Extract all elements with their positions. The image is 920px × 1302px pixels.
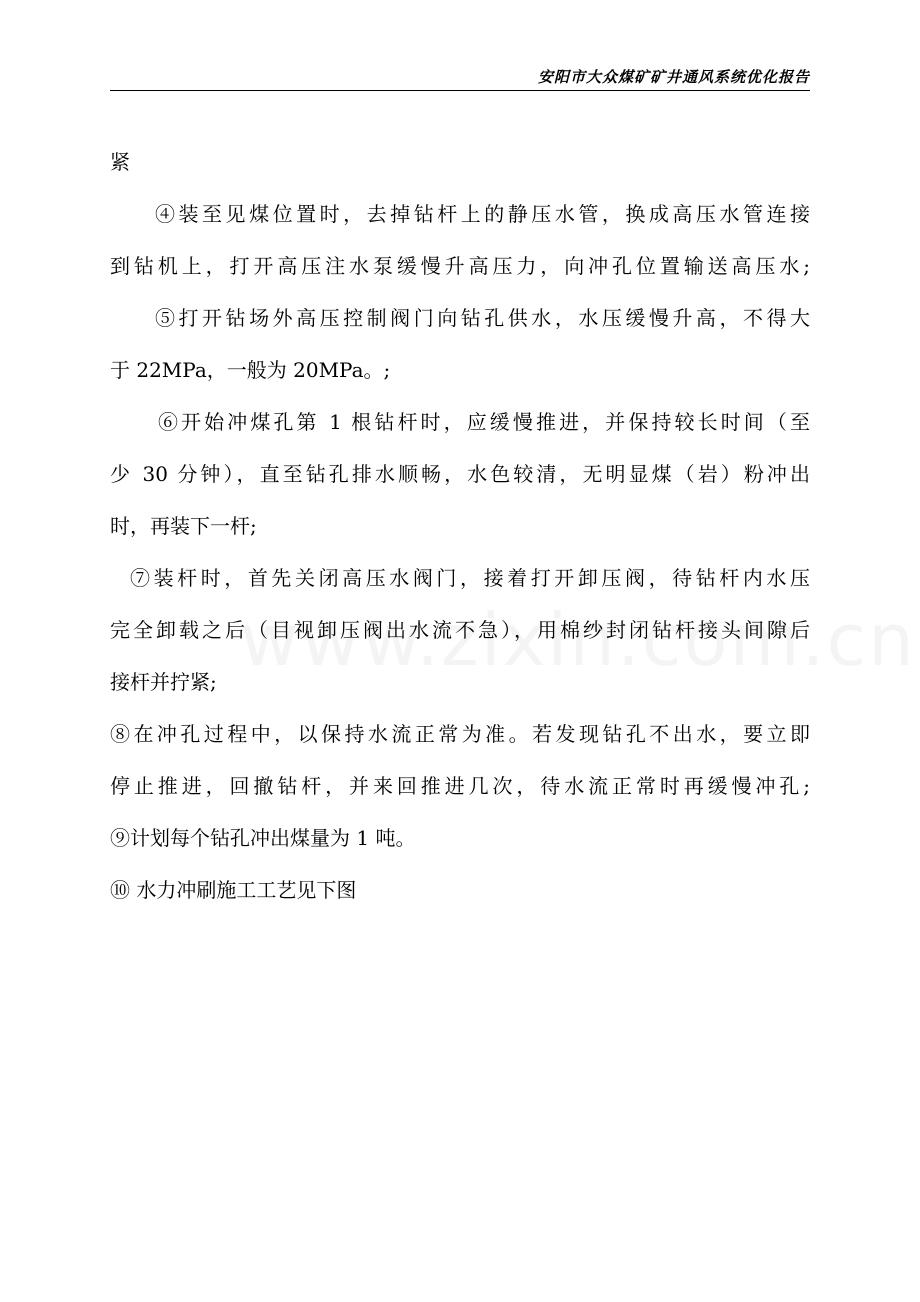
step-10-line: ⑩ 水力冲刷施工工艺见下图 xyxy=(110,878,357,902)
step-7-line-2: 完全卸载之后（目视卸压阀出水流不急），用棉纱封闭钻杆接头间隙后 xyxy=(110,618,810,642)
document-body xyxy=(110,140,810,920)
page-header xyxy=(110,64,810,91)
step-7-line-1: ⑦装杆时，首先关闭高压水阀门，接着打开卸压阀，待钻杆内水压 xyxy=(130,566,810,590)
step-6-line-2: 少 30 分钟），直至钻孔排水顺畅，水色较清，无明显煤（岩）粉冲出 xyxy=(110,462,810,486)
step-4-line-2: 到钻机上，打开高压注水泵缓慢升高压力，向冲孔位置输送高压水; xyxy=(110,254,810,278)
step-7-line-3: 接杆并拧紧; xyxy=(110,670,217,694)
step-5-line-1: ⑤打开钻场外高压控制阀门向钻孔供水，水压缓慢升高，不得大 xyxy=(155,306,810,330)
step-9-line: ⑨计划每个钻孔冲出煤量为 1 吨。 xyxy=(110,826,416,850)
text-line-1: 紧 xyxy=(110,150,130,174)
step-6-line-3: 时，再装下一杆; xyxy=(110,514,257,538)
step-6-line-1: ⑥开始冲煤孔第 1 根钻杆时，应缓慢推进，并保持较长时间（至 xyxy=(158,410,810,434)
step-8-line-1: ⑧在冲孔过程中，以保持水流正常为准。若发现钻孔不出水，要立即 xyxy=(110,722,810,746)
report-title: 安阳市大众煤矿矿井通风系统优化报告 xyxy=(537,68,810,86)
step-4-line-1: ④装至见煤位置时，去掉钻杆上的静压水管，换成高压水管连接 xyxy=(155,202,810,226)
step-5-line-2: 于 22MPa，一般为 20MPa。; xyxy=(110,358,391,382)
step-8-line-2: 停止推进，回撤钻杆，并来回推进几次，待水流正常时再缓慢冲孔; xyxy=(110,774,810,798)
